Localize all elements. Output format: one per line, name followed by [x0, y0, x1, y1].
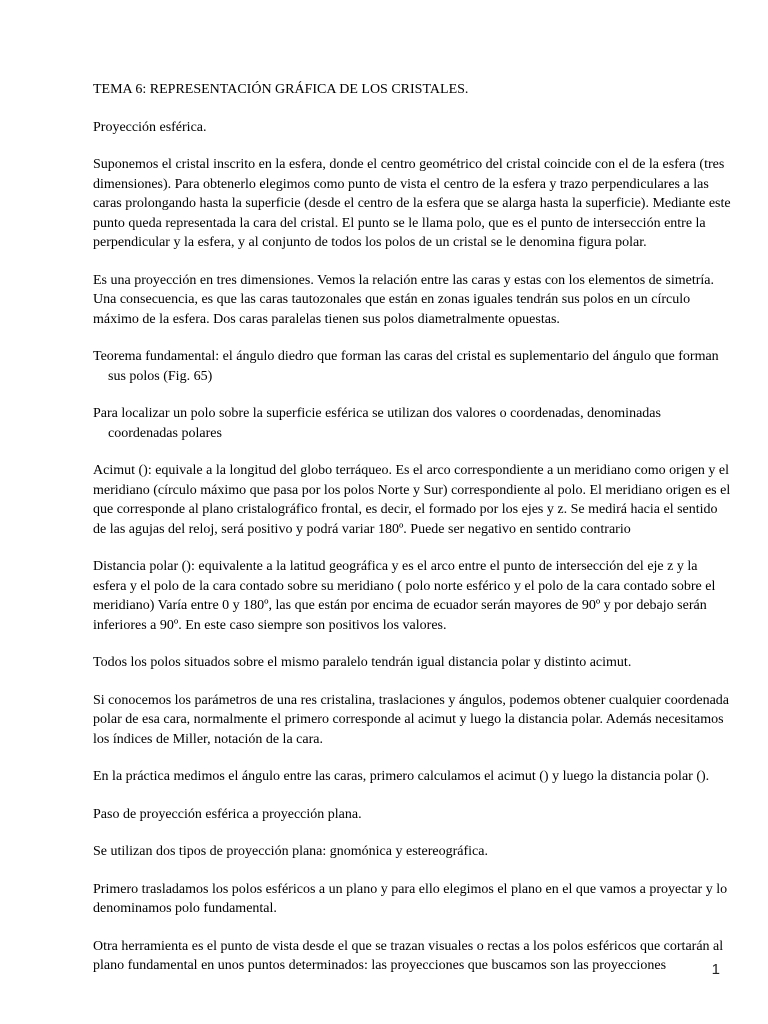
section-heading-plane-projection: Paso de proyección esférica a proyección plana.: [93, 806, 362, 822]
paragraph-three-dimensions: Es una proyección en tres dimensiones. Vemos la relación entre las caras y estas con los elementos de simetría. Una consecuencia, es que las caras tautozonales que están en zonas iguales tendrán sus polos en un círculo máximo de la esfera. Dos caras paralelas tienen sus polos diametralmente opuestas.: [93, 272, 714, 327]
paragraph-fundamental-plane: Primero trasladamos los polos esféricos a un plano y para ello elegimos el plano en el que vamos a proyectar y lo denominamos polo fundamental.: [93, 881, 728, 916]
document-body: [93, 80, 733, 994]
paragraph-fundamental-theorem: Teorema fundamental: el ángulo diedro que forman las caras del cristal es suplementario del ángulo que forman sus polos (Fig. 65): [93, 349, 719, 384]
paragraph-in-practice: En la práctica medimos el ángulo entre las caras, primero calculamos el acimut () y luego la distancia polar ().: [93, 769, 710, 784]
document-title: TEMA 6: REPRESENTACIÓN GRÁFICA DE LOS CRISTALES.: [93, 82, 469, 97]
paragraph-point-of-view: Otra herramienta es el punto de vista desde el que se trazan visuales o rectas a los polos esféricos que cortarán al plano fundamental en unos puntos determinados: las proyecciones que buscamos son las proyecciones: [93, 938, 724, 973]
paragraph-azimuth: Acimut (): equivale a la longitud del globo terráqueo. Es el arco correspondiente a un meridiano como origen y el meridiano (círculo máximo que pasa por los polos Norte y Sur) correspondiente al polo. El meridiano origen es el que corresponde al plano cristalográfico frontal, es decir, el formado por los ejes y z. Se medirá hacia el sentido de las agujas del reloj, será positivo y podrá variar 180º. Puede ser negativo en sentido contrario: [93, 463, 731, 537]
paragraph-inscribed-crystal: Suponemos el cristal inscrito en la esfera, donde el centro geométrico del cristal coincide con el de la esfera (tres dimensiones). Para obtenerlo elegimos como punto de vista el centro de la esfera y trazo perpendiculares a las caras prolongando hasta la superficie (desde el centro de la esfera que se alarga hasta la superficie). Mediante este punto queda representada la cara del cristal. El punto se le llama polo, que es el punto de intersección entre la perpendicular y la esfera, y al conjunto de todos los polos de un cristal se le denomina figura polar.: [93, 157, 731, 250]
paragraph-projection-types: Se utilizan dos tipos de proyección plana: gnomónica y estereográfica.: [93, 844, 488, 859]
section-heading-spherical: Proyección esférica.: [93, 119, 207, 135]
paragraph-polar-distance: Distancia polar (): equivalente a la latitud geográfica y es el arco entre el punto de intersección del eje z y la esfera y el polo de la cara contado sobre su meridiano ( polo norte esférico y el polo de la cara contado sobre el meridiano) Varía entre 0 y 180º, las que están por encima de ecuador serán mayores de 90º y por debajo serán inferiores a 90º. En este caso siempre son positivos los valores.: [93, 559, 716, 633]
paragraph-same-parallel: Todos los polos situados sobre el mismo paralelo tendrán igual distancia polar y distinto acimut.: [93, 655, 632, 670]
paragraph-polar-coordinates: Para localizar un polo sobre la superficie esférica se utilizan dos valores o coordenadas, denominadas coordenadas polares: [93, 406, 661, 441]
paragraph-lattice-parameters: Si conocemos los parámetros de una res cristalina, traslaciones y ángulos, podemos obtener cualquier coordenada polar de esa cara, normalmente el primero corresponde al acimut y luego la distancia polar. Además necesitamos los índices de Miller, notación de la cara.: [93, 692, 730, 747]
page-number: 1: [711, 961, 720, 978]
